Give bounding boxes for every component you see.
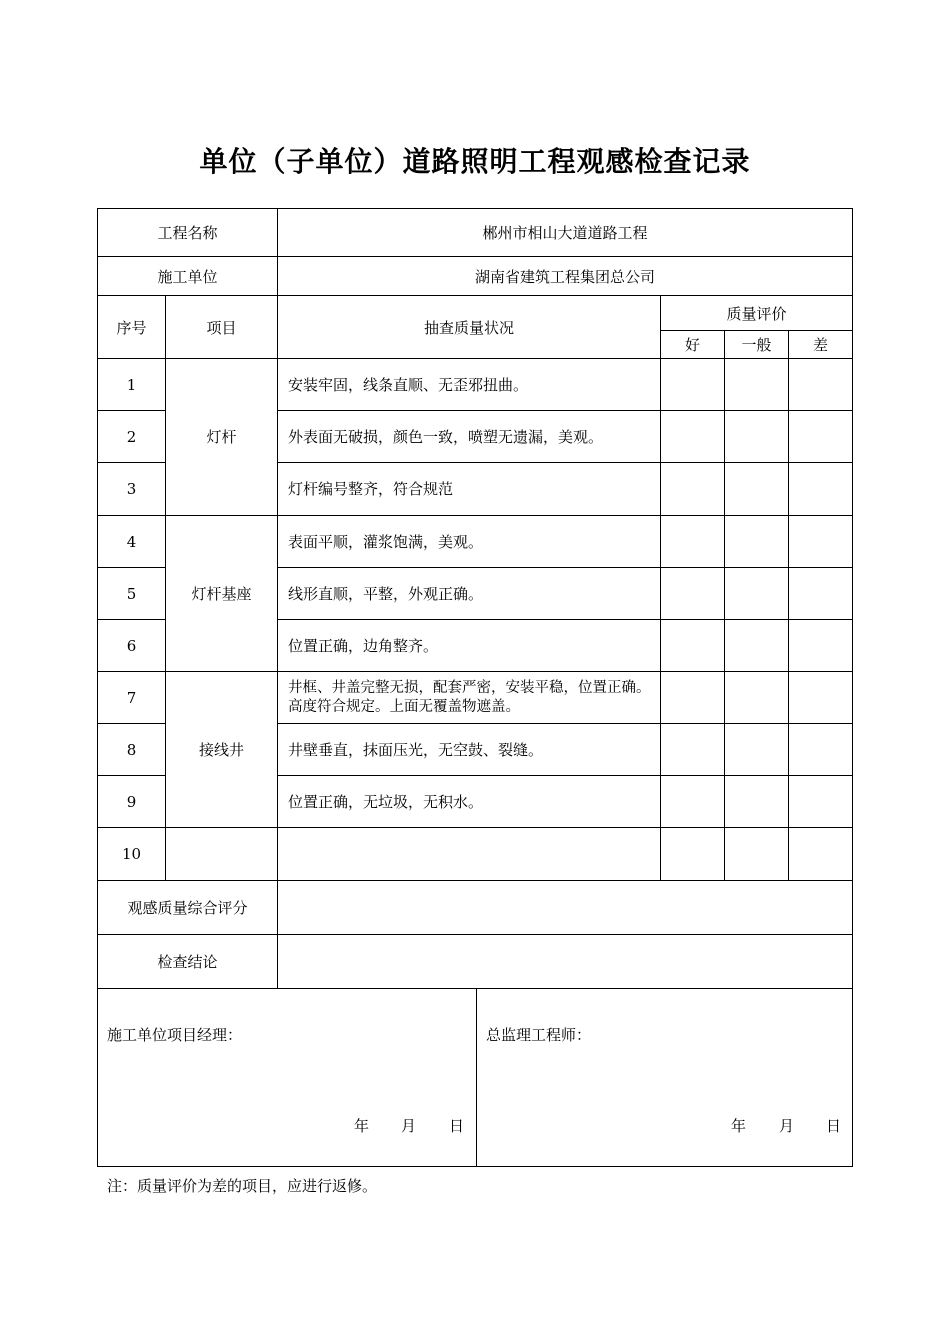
page-title: 单位（子单位）道路照明工程观感检查记录	[199, 145, 751, 178]
rating-good-cell[interactable]	[661, 620, 724, 671]
row-number: 1	[126, 375, 137, 394]
row-status-line: 表面平顺，灌浆饱满，美观。	[288, 533, 484, 551]
rating-poor-cell[interactable]	[789, 463, 852, 514]
rating-average-cell[interactable]	[725, 411, 788, 462]
rating-average-cell[interactable]	[725, 620, 788, 671]
row-status-text	[278, 724, 660, 775]
row-status-line: 井框、井盖完整无损，配套严密，安装平稳，位置正确。	[288, 679, 651, 696]
row-number: 7	[126, 688, 137, 707]
footnote: 注：质量评价为差的项目，应进行返修。	[107, 1177, 378, 1195]
chief-supervisor-label: 总监理工程师：	[486, 1026, 592, 1044]
row-number: 9	[126, 792, 137, 811]
rating-average-cell[interactable]	[725, 724, 788, 775]
rating-good-cell[interactable]	[661, 828, 724, 879]
header-poor: 差	[812, 336, 828, 354]
grid-line	[97, 988, 853, 989]
header-no: 序号	[116, 318, 147, 337]
rating-average-cell[interactable]	[725, 776, 788, 827]
project-name-label: 工程名称	[157, 224, 218, 242]
conclusion-field[interactable]	[278, 935, 852, 988]
rating-good-cell[interactable]	[661, 516, 724, 567]
row-status-line: 外表面无破损，颜色一致，喷塑无遗漏，美观。	[288, 428, 604, 446]
row-status-text	[278, 516, 660, 567]
row-number: 2	[126, 427, 137, 446]
row-status-line: 安装牢固，线条直顺、无歪邪扭曲。	[288, 376, 529, 394]
rating-good-cell[interactable]	[661, 359, 724, 410]
row-number: 8	[126, 740, 137, 759]
row-status-text	[278, 568, 660, 619]
rating-poor-cell[interactable]	[789, 411, 852, 462]
left-month: 月	[401, 1117, 417, 1135]
row-status-text	[278, 359, 660, 410]
rating-average-cell[interactable]	[725, 828, 788, 879]
row-status-line: 线形直顺，平整，外观正确。	[288, 585, 484, 603]
row-status-text	[278, 411, 660, 462]
row-status-text	[278, 776, 660, 827]
rating-good-cell[interactable]	[661, 568, 724, 619]
row-number: 5	[126, 584, 137, 603]
grid-line	[476, 988, 477, 1166]
header-good: 好	[684, 336, 700, 354]
row-number: 3	[126, 479, 137, 498]
builder-value: 湖南省建筑工程集团总公司	[474, 267, 655, 286]
row-status-line: 位置正确，边角整齐。	[288, 637, 439, 655]
header-rating: 质量评价	[726, 304, 787, 323]
rating-good-cell[interactable]	[661, 776, 724, 827]
left-day: 日	[449, 1117, 465, 1135]
group-label-junction-well: 接线井	[198, 741, 244, 759]
row-status-line: 井壁垂直，抹面压光，无空鼓、裂缝。	[288, 741, 544, 759]
project-name-value: 郴州市相山大道道路工程	[482, 224, 648, 242]
row-status-text	[278, 672, 660, 723]
header-status: 抽查质量状况	[423, 318, 514, 337]
rating-poor-cell[interactable]	[789, 359, 852, 410]
rating-average-cell[interactable]	[725, 463, 788, 514]
row-status-line: 高度符合规定。上面无覆盖物遮盖。	[288, 698, 520, 715]
row-status-text	[278, 463, 660, 514]
overall-score-field[interactable]	[278, 881, 852, 934]
rating-good-cell[interactable]	[661, 463, 724, 514]
row-number: 10	[121, 844, 142, 863]
rating-good-cell[interactable]	[661, 724, 724, 775]
row-status-text	[278, 828, 660, 879]
header-average: 一般	[741, 336, 772, 354]
builder-label: 施工单位	[157, 267, 218, 286]
grid-line	[165, 827, 278, 828]
row-number: 6	[126, 636, 137, 655]
rating-average-cell[interactable]	[725, 516, 788, 567]
rating-poor-cell[interactable]	[789, 516, 852, 567]
rating-poor-cell[interactable]	[789, 828, 852, 879]
row-status-line: 位置正确，无垃圾，无积水。	[288, 793, 484, 811]
rating-average-cell[interactable]	[725, 568, 788, 619]
header-item: 项目	[206, 318, 237, 337]
rating-average-cell[interactable]	[725, 672, 788, 723]
rating-average-cell[interactable]	[725, 359, 788, 410]
conclusion-label: 检查结论	[157, 953, 218, 971]
rating-poor-cell[interactable]	[789, 724, 852, 775]
row-status-line: 灯杆编号整齐，符合规范	[288, 480, 454, 498]
right-month: 月	[779, 1117, 795, 1135]
left-year: 年	[354, 1117, 370, 1135]
group-label-lamp-pole: 灯杆	[206, 428, 237, 446]
row-status-text	[278, 620, 660, 671]
group-label-pole-base: 灯杆基座	[191, 585, 252, 603]
rating-poor-cell[interactable]	[789, 776, 852, 827]
rating-poor-cell[interactable]	[789, 620, 852, 671]
row-number: 4	[126, 532, 137, 551]
rating-poor-cell[interactable]	[789, 568, 852, 619]
right-year: 年	[731, 1117, 747, 1135]
rating-good-cell[interactable]	[661, 411, 724, 462]
rating-good-cell[interactable]	[661, 672, 724, 723]
right-day: 日	[826, 1117, 842, 1135]
rating-poor-cell[interactable]	[789, 672, 852, 723]
overall-score-label: 观感质量综合评分	[127, 899, 248, 917]
contractor-manager-label: 施工单位项目经理：	[107, 1026, 243, 1044]
